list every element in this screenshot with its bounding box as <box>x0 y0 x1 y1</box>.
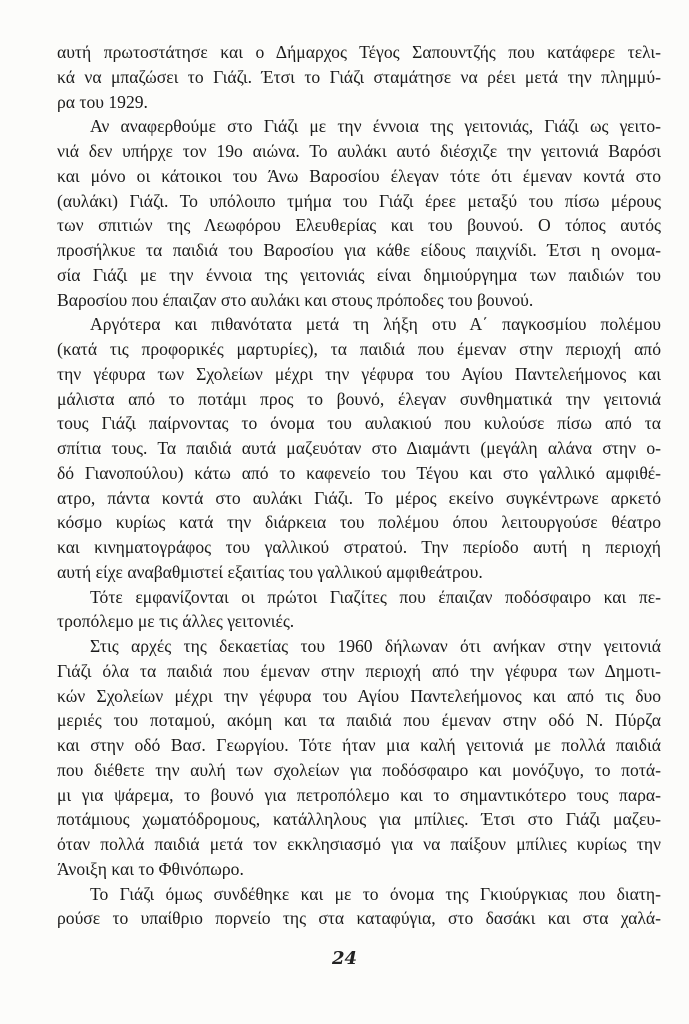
text-line: την γέφυρα των Σχολείων μέχρι την γέφυρα του Αγίου Παντελεήμονος και <box>57 363 661 384</box>
text-line: δό Γιανοπούλου) κάτω από το καφενείο του Τέγου και στο γαλλικό αμφιθέ- <box>57 462 661 483</box>
text-line: των σπιτιών της Λεωφόρου Ελευθερίας και του βουνού. Ο τόπος αυτός <box>57 215 661 236</box>
text-line: (αυλάκι) Γιάζι. Το υπόλοιπο τμήμα του Γιάζι έρεε μεταξύ του πίσω μέρους <box>57 190 661 211</box>
text-line: ποτάμιους χωματόδρομους, κατάλληλους για μπίλιες. Έτσι στο Γιάζι μαζευ- <box>57 809 661 830</box>
text-line: και μόνο οι κάτοικοι του Άνω Βαροσίου έλεγαν τότε ότι έμεναν κοντά στο <box>57 165 661 186</box>
paragraph <box>57 634 661 882</box>
text-line: αυτή είχε αναβαθμιστεί εξαιτίας του γαλλικού αμφιθεάτρου. <box>57 561 483 582</box>
text-line: ατρο, πάντα κοντά στο αυλάκι Γιάζι. Το μέρος εκείνο συγκέντρωνε αρκετό <box>57 487 661 508</box>
paragraph <box>57 114 661 312</box>
text-line: Βαροσίου που έπαιζαν στο αυλάκι και στους πρόποδες του βουνού. <box>57 289 534 310</box>
text-line: μεριές του ποταμού, ακόμη και τα παιδιά που έμεναν στην οδό Ν. Πύρζα <box>57 710 661 731</box>
text-line: σπίτια τους. Τα παιδιά αυτά μαζευόταν στο Διαμάντι (μεγάλη αλάνα στην ο- <box>57 438 661 458</box>
text-line: ρα του 1929. <box>57 91 148 112</box>
text-line: μι για ψάρεμα, το βουνό για πετροπόλεμο και το σημαντικότερο τους παρα- <box>57 784 661 805</box>
text-line: και κινηματογράφος του γαλλικού στρατού. Την περίοδο αυτή η περιοχή <box>57 537 661 557</box>
text-line: ρούσε το υπαίθριο πορνείο της στα καταφύγια, στο δασάκι και στα χαλά- <box>57 908 661 929</box>
paragraph <box>57 585 661 635</box>
page-number: 24 <box>331 948 358 969</box>
text-line: όταν πολλά παιδιά μετά τον εκκλησιασμό για να παίξουν μπίλιες κυρίως την <box>57 834 661 854</box>
text-line: Αργότερα και πιθανότατα μετά τη λήξη οτυ Α΄ παγκοσμίου πολέμου <box>90 314 661 335</box>
text-line: μάλιστα από το ποτάμι προς το βουνό, έλεγαν συνθηματικά την γειτονιά <box>57 388 661 409</box>
text-line: Αν αναφερθούμε στο Γιάζι με την έννοια της γειτονιάς, Γιάζι ως γειτο- <box>90 116 661 137</box>
paragraph <box>57 40 661 114</box>
text-line: αυτή πρωτοστάτησε και ο Δήμαρχος Τέγος Σαπουντζής που κατάφερε τελι- <box>57 42 661 62</box>
text-line: που διέθετε την αυλή των σχολείων για ποδόσφαιρο και μονόζυγο, το ποτά- <box>57 759 661 780</box>
text-line: Γιάζι όλα τα παιδιά που έμεναν στην περιοχή από την γέφυρα των Δημοτι- <box>57 660 661 681</box>
text-line: κών Σχολείων μέχρι την γέφυρα του Αγίου Παντελεήμονος και από τις δυο <box>57 685 661 706</box>
text-line: σία Γιάζι με την έννοια της γειτονιάς είναι δημιούργημα των παιδιών του <box>57 264 661 285</box>
text-line: Στις αρχές της δεκαετίας του 1960 δήλωναν ότι ανήκαν στην γειτονιά <box>90 636 661 656</box>
text-line: προσήλκυε τα παιδιά του Βαροσίου για κάθε είδους παιχνίδι. Έτσι η ονομα- <box>57 240 661 260</box>
text-line: Το Γιάζι όμως συνδέθηκε και με το όνομα της Γκιούργκιας που διατη- <box>90 883 661 904</box>
paragraph <box>57 882 661 932</box>
text-line: Άνοιξη και το Φθινόπωρο. <box>57 858 244 879</box>
paragraph <box>57 312 661 584</box>
text-line: κόσμο κυρίως κατά την διάρκεια του πολέμου όπου λειτουργούσε θέατρο <box>57 512 661 533</box>
text-line: τροπόλεμο με τις άλλες γειτονιές. <box>57 611 295 632</box>
text-line: τους Γιάζι παίρνοντας το όνομα του αυλακιού που κυλούσε πίσω από τα <box>57 413 661 434</box>
text-line: κά να μπαζώσει το Γιάζι. Έτσι το Γιάζι σταμάτησε να ρέει μετά την πλημμύ- <box>57 66 661 87</box>
text-line: και στην οδό Βασ. Γεωργίου. Τότε ήταν μια καλή γειτονιά με πολλά παιδιά <box>57 735 661 755</box>
text-line: (κατά τις προφορικές μαρτυρίες), τα παιδιά που έμεναν στην περιοχή από <box>57 339 661 359</box>
page-body <box>57 40 661 931</box>
text-line: Τότε εμφανίζονται οι πρώτοι Γιαζίτες που έπαιζαν ποδόσφαιρο και πε- <box>90 586 661 607</box>
text-line: νιά δεν υπήρχε τον 19ο αιώνα. Το αυλάκι αυτό διέσχιζε την γειτονιά Βαρόσι <box>57 141 661 161</box>
